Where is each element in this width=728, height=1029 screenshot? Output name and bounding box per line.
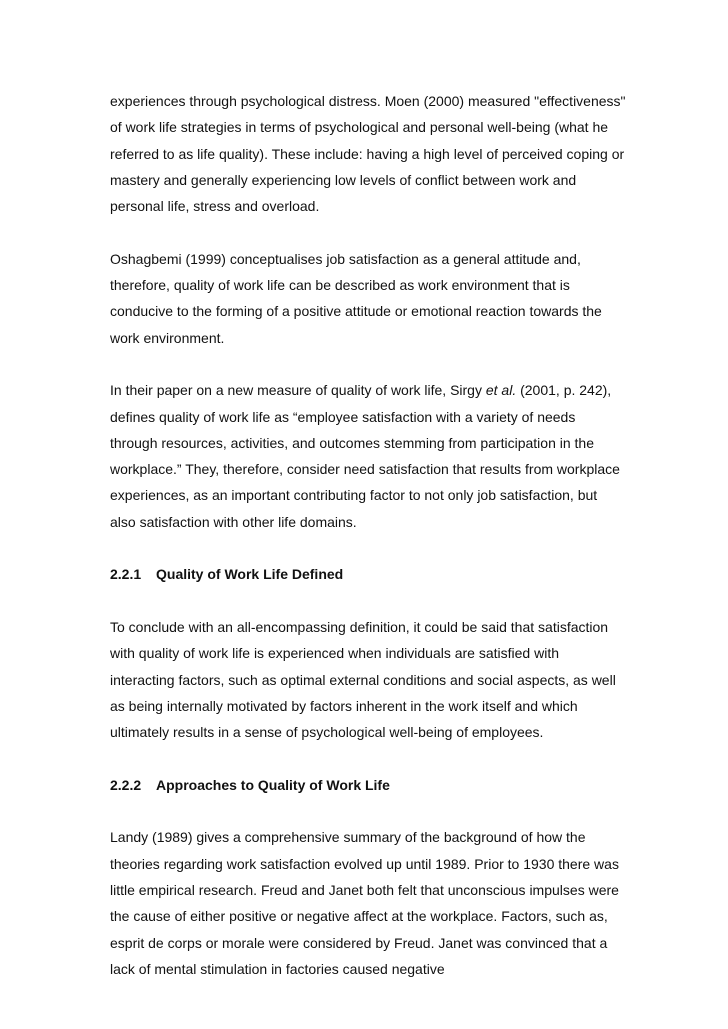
section-heading-2-2-1 [110, 561, 626, 587]
paragraph-sirgy-start: In their paper on a new measure of quality of work life, Sirgy [110, 382, 486, 399]
et-al-italic: et al. [485, 382, 517, 399]
paragraph-sirgy [110, 377, 626, 535]
section-title: Approaches to Quality of Work Life [156, 776, 390, 793]
paragraph-sirgy-rest: (2001, p. 242), defines quality of work life as “employee satisfaction with a variety of needs through resources, activities, and outcomes stemming from participation in the workplace.” They, therefore, consider need satisfaction that results from workplace experiences, as an important contributing factor to not only job satisfaction, but also satisfaction with other life domains. [110, 382, 620, 530]
paragraph-moen: experiences through psychological distress. Moen (2000) measured "effectiveness" of work life strategies in terms of psychological and personal well-being (what he referred to as life quality). These include: having a high level of perceived coping or mastery and generally experiencing low levels of conflict between work and personal life, stress and overload. [110, 93, 626, 215]
paragraph-definition: To conclude with an all-encompassing definition, it could be said that satisfaction with quality of work life is experienced when individuals are satisfied with interacting factors, such as optimal external conditions and social aspects, as well as being internally motivated by factors inherent in the work itself and which ultimately results in a sense of psychological well-being of employees. [110, 618, 616, 741]
section-number: 2.2.1 [110, 566, 142, 583]
section-title: Quality of Work Life Defined [156, 566, 344, 583]
section-number: 2.2.2 [110, 776, 142, 793]
section-heading-2-2-2 [110, 772, 626, 798]
paragraph-landy: Landy (1989) gives a comprehensive summary of the background of how the theories regarding work satisfaction evolved up until 1989. Prior to 1930 there was little empirical research. Freud and Janet both felt that unconscious impulses were the cause of either positive or negative affect at the workplace. Factors, such as, esprit de corps or morale were considered by Freud. Janet was convinced that a lack of mental stimulation in factories caused negative [110, 829, 619, 977]
page-body [110, 88, 626, 982]
paragraph-oshagbemi: Oshagbemi (1999) conceptualises job satisfaction as a general attitude and, therefore, quality of work life can be described as work environment that is conducive to the forming of a positive attitude or emotional reaction towards the work environment. [110, 250, 602, 346]
